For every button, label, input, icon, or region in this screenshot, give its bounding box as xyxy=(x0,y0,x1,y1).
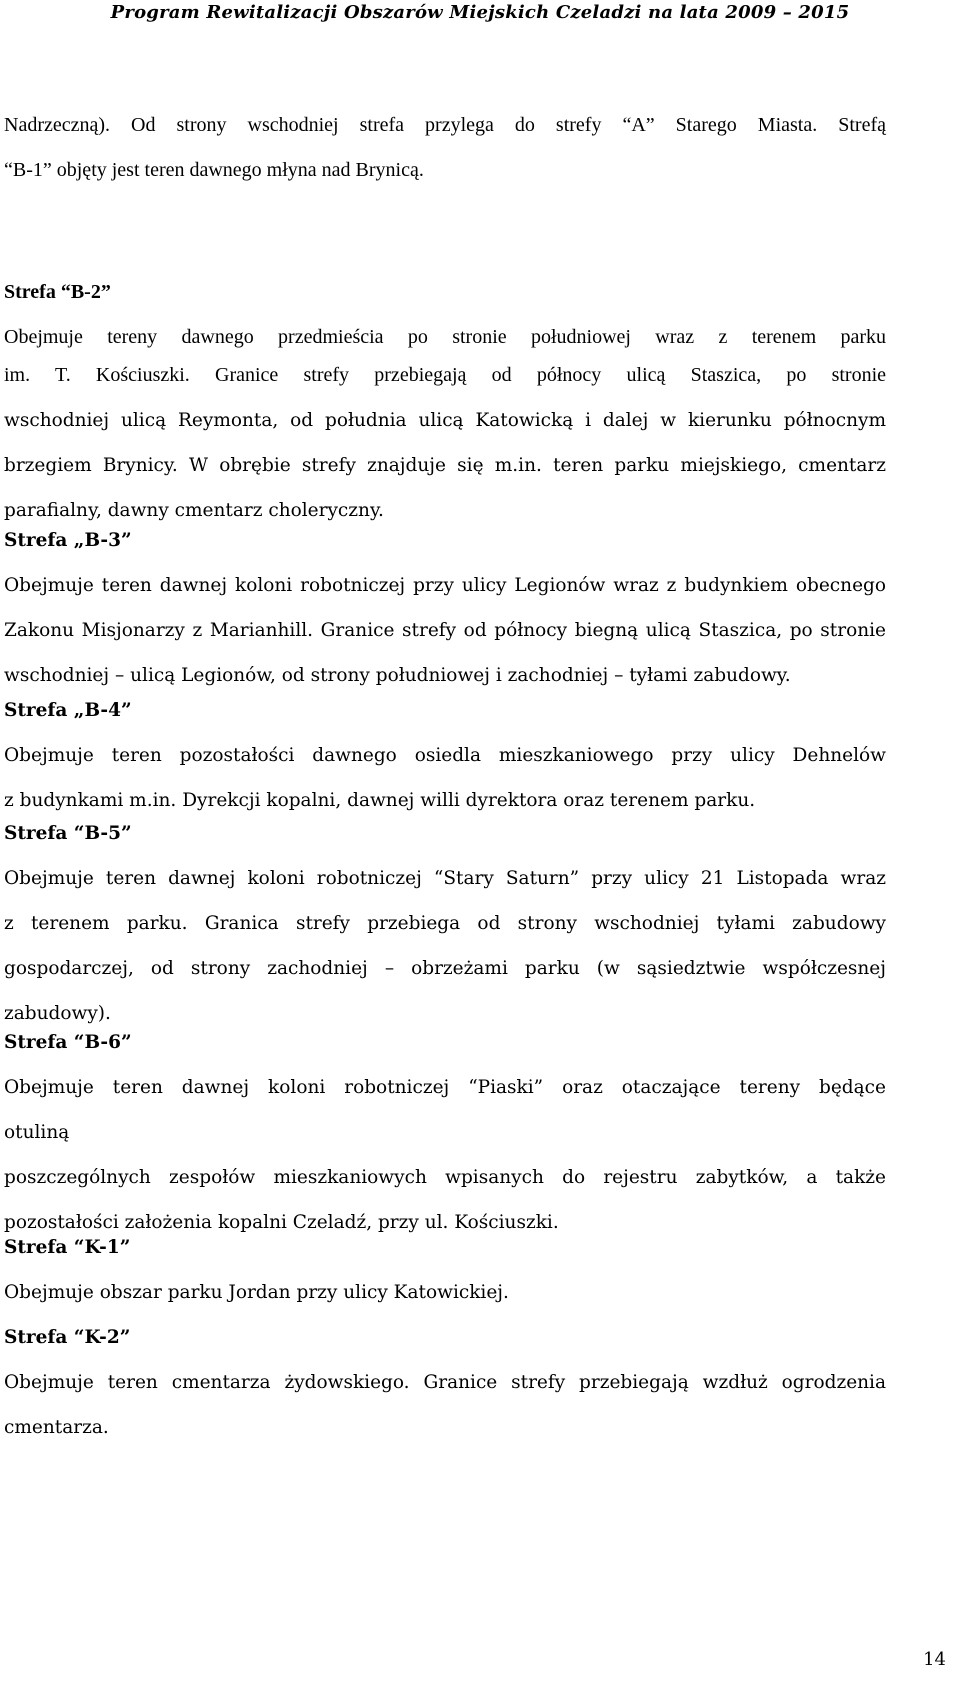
text-line: cmentarza. xyxy=(4,1417,109,1438)
text-line: Obejmuje teren dawnej koloni robotniczej “Stary Saturn” przy ulicy 21 Listopada wraz xyxy=(4,868,886,889)
text-line: gospodarczej, od strony zachodniej – obrzeżami parku (w sąsiedztwie współczesnej xyxy=(4,958,886,979)
section-b2-body xyxy=(4,353,886,533)
intro-paragraph xyxy=(4,103,886,193)
section-heading: Strefa “B-2” xyxy=(4,281,111,303)
text-line: z terenem parku. Granica strefy przebiega od strony wschodniej tyłami zabudowy xyxy=(4,913,886,934)
section-b3 xyxy=(4,518,886,698)
section-heading: Strefa „B-4” xyxy=(4,700,132,721)
section-b2 xyxy=(4,270,886,360)
section-heading: Strefa “K-1” xyxy=(4,1237,131,1258)
section-k2 xyxy=(4,1315,886,1450)
text-line: wschodniej – ulicą Legionów, od strony południowej i zachodniej – tyłami zabudowy. xyxy=(4,665,791,686)
section-b6 xyxy=(4,1020,886,1245)
section-heading: Strefa “K-2” xyxy=(4,1327,131,1348)
text-line: poszczególnych zespołów mieszkaniowych wpisanych do rejestru zabytków, a także xyxy=(4,1167,886,1188)
text-line: otuliną xyxy=(4,1122,70,1143)
text-line: Obejmuje teren dawnej koloni robotniczej przy ulicy Legionów wraz z budynkiem obecnego xyxy=(4,575,886,596)
text-line: brzegiem Brynicy. W obrębie strefy znajduje się m.in. teren parku miejskiego, cmentarz xyxy=(4,455,886,476)
text-line-part: im. T. Kościuszki. Granice strefy przebiegają od północy ulicą Staszica, po stronie xyxy=(4,364,886,386)
text-line: parafialny, dawny cmentarz choleryczny. xyxy=(4,500,384,521)
section-heading: Strefa „B-3” xyxy=(4,530,132,551)
running-header: Program Rewitalizacji Obszarów Miejskich Czeladzi na lata 2009 – 2015 xyxy=(110,2,850,23)
text-line: Zakonu Misjonarzy z Marianhill. Granice strefy od północy biegną ulicą Staszica, po stronie xyxy=(4,620,886,641)
text-line: Obejmuje obszar parku Jordan przy ulicy Katowickiej. xyxy=(4,1282,509,1303)
text-line: Obejmuje teren pozostałości dawnego osiedla mieszkaniowego przy ulicy Dehnelów xyxy=(4,745,886,766)
text-line: Obejmuje teren dawnej koloni robotniczej “Piaski” oraz otaczające tereny będące xyxy=(4,1077,886,1098)
text-line: wschodniej ulicą Reymonta, od południa ulicą Katowicką i dalej w kierunku północnym xyxy=(4,410,886,431)
text-line: Obejmuje teren cmentarza żydowskiego. Granice strefy przebiegają wzdłuż ogrodzenia xyxy=(4,1372,886,1393)
text-line xyxy=(4,353,886,398)
text-line: zabudowy). xyxy=(4,1003,111,1024)
section-heading: Strefa “B-5” xyxy=(4,823,132,844)
section-k1 xyxy=(4,1225,886,1315)
text-line: Nadrzeczną). Od strony wschodniej strefa przylega do strefy “A” Starego Miasta. Strefą xyxy=(4,114,886,136)
text-line: “B-1” objęty jest teren dawnego młyna nad Brynicą. xyxy=(4,159,424,181)
text-line: Obejmuje tereny dawnego przedmieścia po stronie południowej wraz z terenem parku xyxy=(4,326,886,348)
section-b4 xyxy=(4,688,886,823)
text-line: z budynkami m.in. Dyrekcji kopalni, dawnej willi dyrektora oraz terenem parku. xyxy=(4,790,756,811)
page-number: 14 xyxy=(923,1649,946,1670)
section-heading: Strefa “B-6” xyxy=(4,1032,132,1053)
section-b5 xyxy=(4,811,886,1036)
text-line: pozostałości założenia kopalni Czeladź, przy ul. Kościuszki. xyxy=(4,1212,559,1233)
